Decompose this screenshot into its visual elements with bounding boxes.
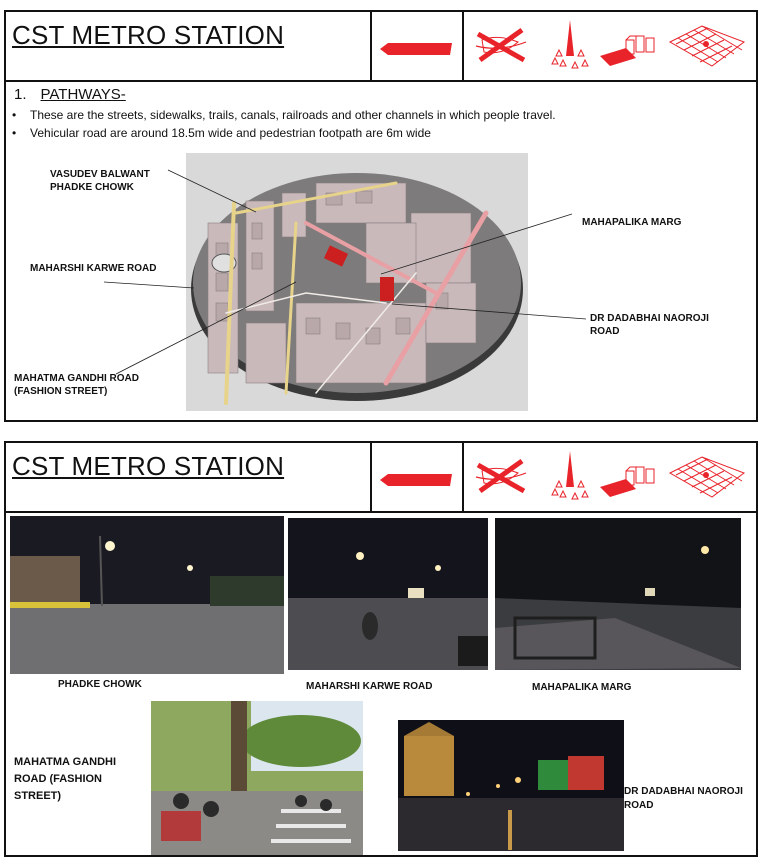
district-icon [596, 443, 658, 511]
caption-naoroji-road: DR DADABHAI NAOROJI ROAD [624, 786, 743, 811]
map-label-mahapalika-marg: MAHAPALIKA MARG [582, 217, 682, 228]
landmark-icon [550, 443, 590, 511]
pathway-arrow-icon [376, 443, 456, 511]
bullet-item: • These are the streets, sidewalks, trails, canals, railroads and other channels in which people travel. [12, 108, 556, 122]
header-divider [370, 443, 372, 511]
heading-number: 1. [14, 86, 27, 103]
street-photos-panel [4, 441, 758, 857]
heading-text: PATHWAYS- [40, 86, 126, 103]
caption-gandhi-road: MAHATMA GANDHI ROAD (FASHION STREET) [14, 756, 117, 802]
photo-naoroji-road [398, 720, 624, 851]
caption-phadke-chowk: PHADKE CHOWK [58, 679, 142, 690]
bullet-item: • Vehicular road are around 18.5m wide and pedestrian footpath are 6m wide [12, 126, 431, 140]
page-title: CST METRO STATION [12, 451, 285, 481]
panel-header [6, 443, 756, 513]
map-label-naoroji-road: DR DADABHAI NAOROJI ROAD [590, 313, 709, 337]
caption-mahapalika-marg: MAHAPALIKA MARG [532, 682, 632, 693]
photo-karwe-road [288, 518, 488, 670]
photo-mahapalika-marg [495, 518, 741, 670]
caption-karwe-road: MAHARSHI KARWE ROAD [306, 681, 433, 692]
map-label-phadke-chowk: VASUDEV BALWANT PHADKE CHOWK [50, 169, 150, 193]
header-divider [462, 443, 464, 511]
photo-gandhi-road [151, 701, 363, 855]
page-title: CST METRO STATION [12, 20, 285, 50]
nodes-icon [666, 443, 748, 511]
map-label-karwe-road: MAHARSHI KARWE ROAD [30, 263, 157, 274]
map-label-gandhi-road: MAHATMA GANDHI ROAD (FASHION STREET) [14, 373, 139, 397]
pathways-panel [4, 10, 758, 422]
edges-icon [472, 443, 530, 511]
photo-phadke-chowk [10, 516, 284, 674]
